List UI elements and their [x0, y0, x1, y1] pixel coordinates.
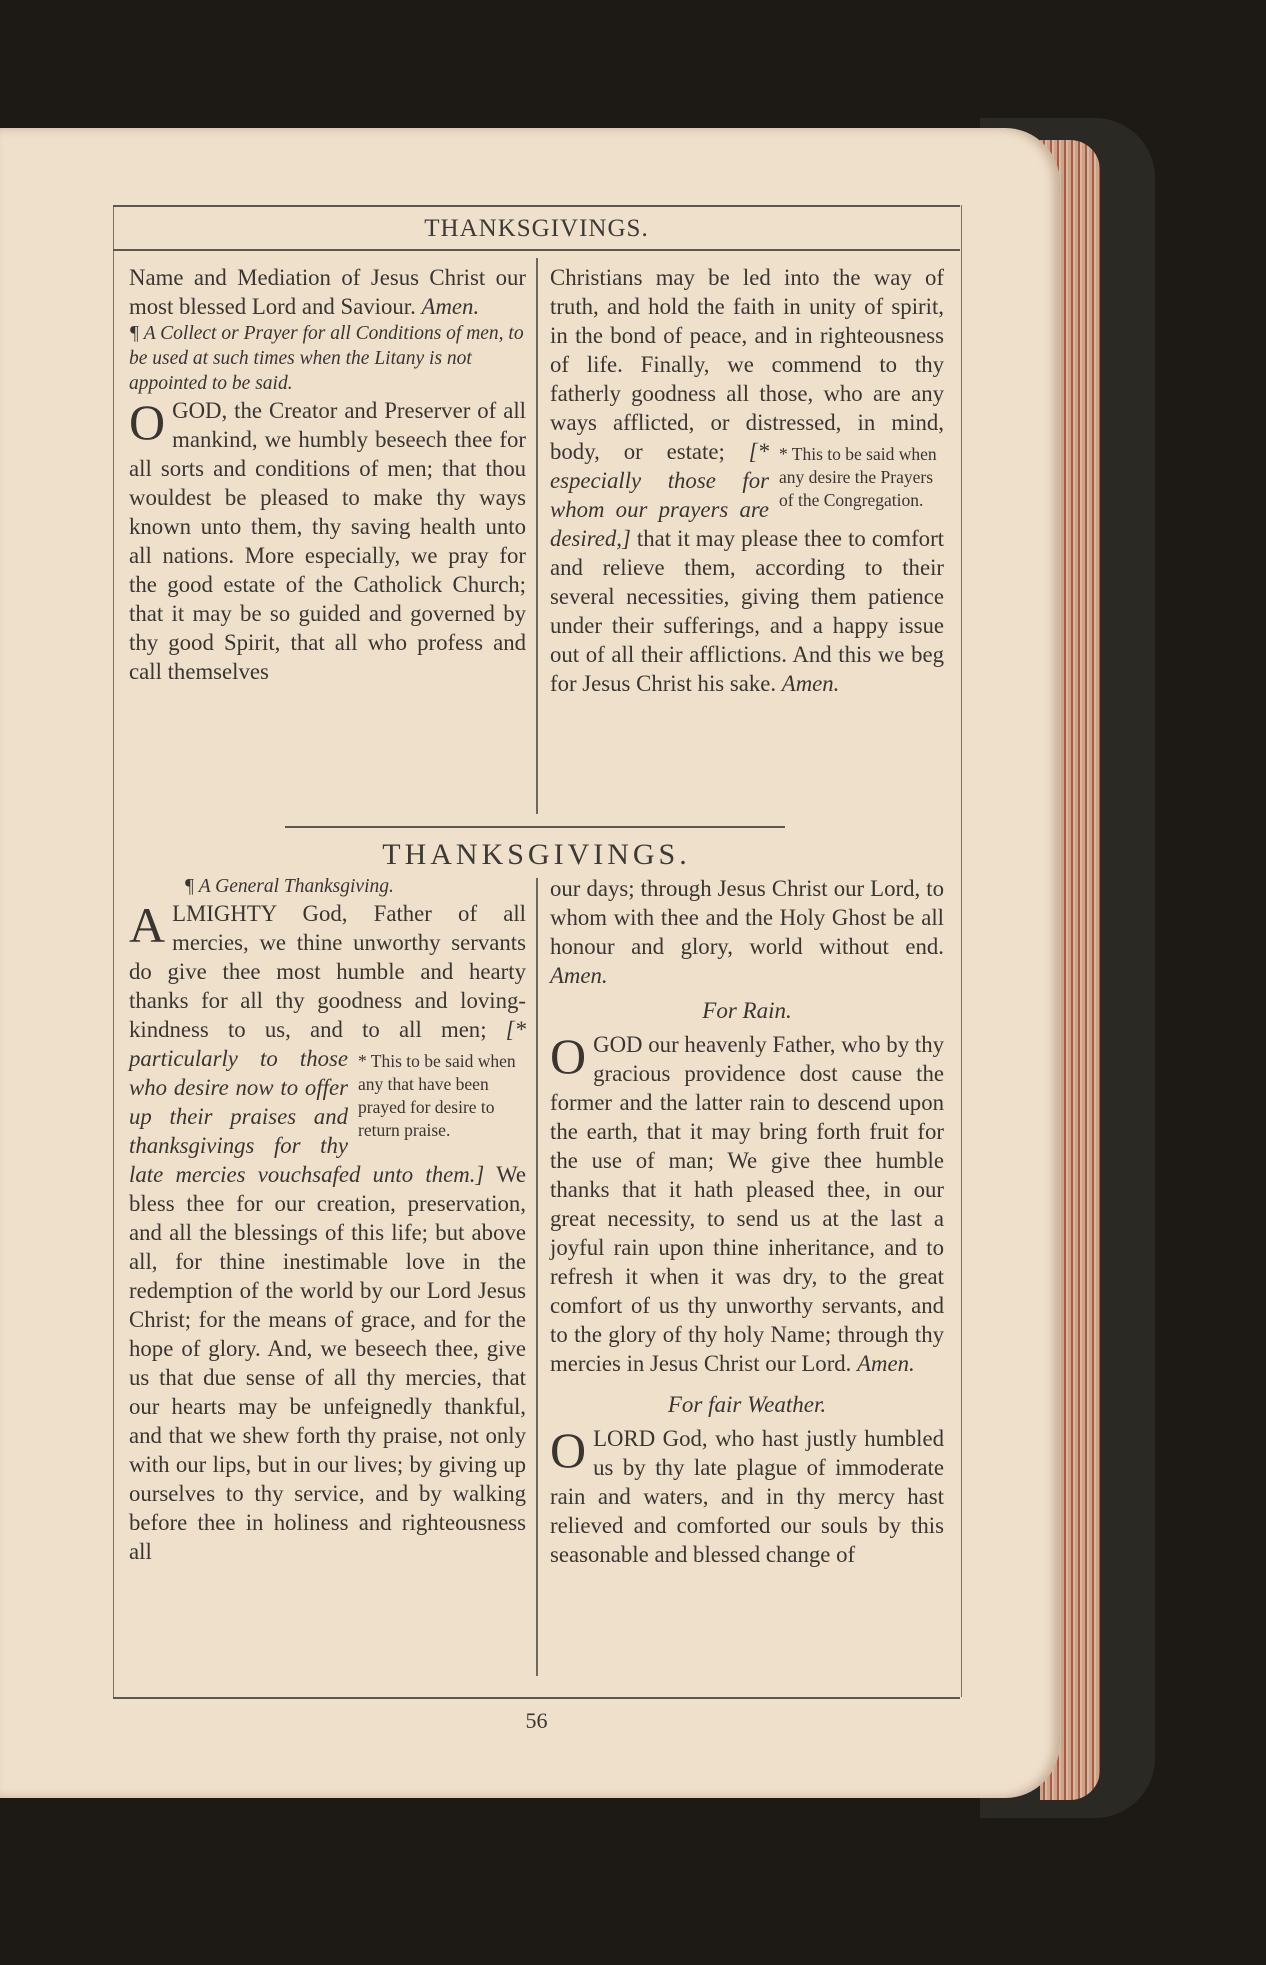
collect-continuation: Christians may be led into the way of truth, and hold the faith in unity of spirit, in the bond of peace, and in righteousness of life. Finally, we commend to thy fatherly goodness all those, who are any ways afflicted, or distressed, in mind, body, or estate; * This to be said when any desire the Prayers of the Congregation. [* especially those for whom our prayers are desired,] that it may please thee to comfort and relieve them, according to their several necessities, giving them patience under their sufferings, and a happy issue out of all their afflictions. And this we beg for Jesus Christ his sake. Amen. [550, 265, 945, 696]
weather-prayer: OLORD God, who hast justly humbled us by thy late plague of immoderate rain and waters, and in thy mercy hast relieved and comforted our souls by this seasonable and blessed change of [550, 1422, 944, 1567]
thanksgiving-conclusion: our days; through Jesus Christ our Lord, to whom with thee and the Holy Ghost be all honour and glory, world without end. Amen. [550, 876, 944, 988]
page-number: 56 [525, 1708, 548, 1733]
drop-cap: O [550, 1422, 587, 1478]
section-title: THANKSGIVINGS. [382, 838, 691, 871]
top-rule [113, 205, 960, 207]
page-header: THANKSGIVINGS. [424, 215, 649, 242]
collect-rubric: ¶ A Collect or Prayer for all Conditions of men, to be used at such times when the Litany is not appointed to be said. [129, 323, 524, 394]
margin-note: * This to be said when any that have been prayed for desire to return praise. [358, 1051, 516, 1140]
thanksgiving-rubric: ¶ A General Thanksgiving. [184, 876, 394, 897]
right-column-top [550, 263, 944, 698]
collect-body: OGOD, the Creator and Preserver of all mankind, we humbly beseech thee for all sorts and conditions of men; that thou wouldest be pleased to make thy ways known unto them, thy saving health unto all nations. More especially, we pray for the good estate of the Catholick Church; that it may be so guided and governed by thy good Spirit, that all who profess and call themselves [129, 394, 526, 684]
right-column-bottom [550, 874, 944, 1569]
prayer-continuation: Name and Mediation of Jesus Christ our most blessed Lord and Saviour. Amen. [129, 265, 526, 319]
bottom-rule [113, 1697, 960, 1699]
column-divider-top [536, 258, 538, 814]
drop-cap: O [550, 1028, 587, 1084]
general-thanksgiving-body: ALMIGHTY God, Father of all mercies, we thine unworthy servants do give thee most humble and hearty thanks for all thy goodness and loving-kindness to us, and to all men; * This to be said when any that have been prayed for desire to return praise. [* particularly to those who desire now to offer up their praises and thanksgivings for thy late mercies vouchsafed unto them.] We bless thee for our creation, preservation, and all the blessings of this life; but above all, for thine inestimable love in the redemption of the world by our Lord Jesus Christ; for the means of grace, and for the hope of glory. And, we beseech thee, give us that due sense of all thy mercies, that our hearts may be unfeignedly thankful, and that we shew forth thy praise, not only with our lips, but in our lives; by giving up ourselves to thy service, and by walking before thee in holiness and righteousness all [129, 897, 527, 1564]
header-rule [113, 249, 960, 251]
margin-note: * This to be said when any desire the Prayers of the Congregation. [779, 444, 937, 510]
weather-title: For fair Weather. [667, 1392, 827, 1417]
left-column-bottom [129, 874, 526, 1566]
rain-prayer: OGOD our heavenly Father, who by thy gracious providence dost cause the former and the latter rain to descend upon the earth, that it may bring forth fruit for the use of man; We give thee humble thanks that it hath pleased thee, in our great necessity, to send us at the last a joyful rain upon thine inheritance, and to refresh it when it was dry, to the great comfort of us thy unworthy servants, and to the glory of thy holy Name; through thy mercies in Jesus Christ our Lord. Amen. [550, 1028, 944, 1376]
left-column-top [129, 263, 526, 686]
drop-cap: O [129, 394, 166, 450]
column-divider-bottom [536, 878, 538, 1676]
drop-cap: A [129, 897, 166, 953]
rain-title: For Rain. [702, 998, 792, 1023]
section-rule [285, 826, 785, 828]
